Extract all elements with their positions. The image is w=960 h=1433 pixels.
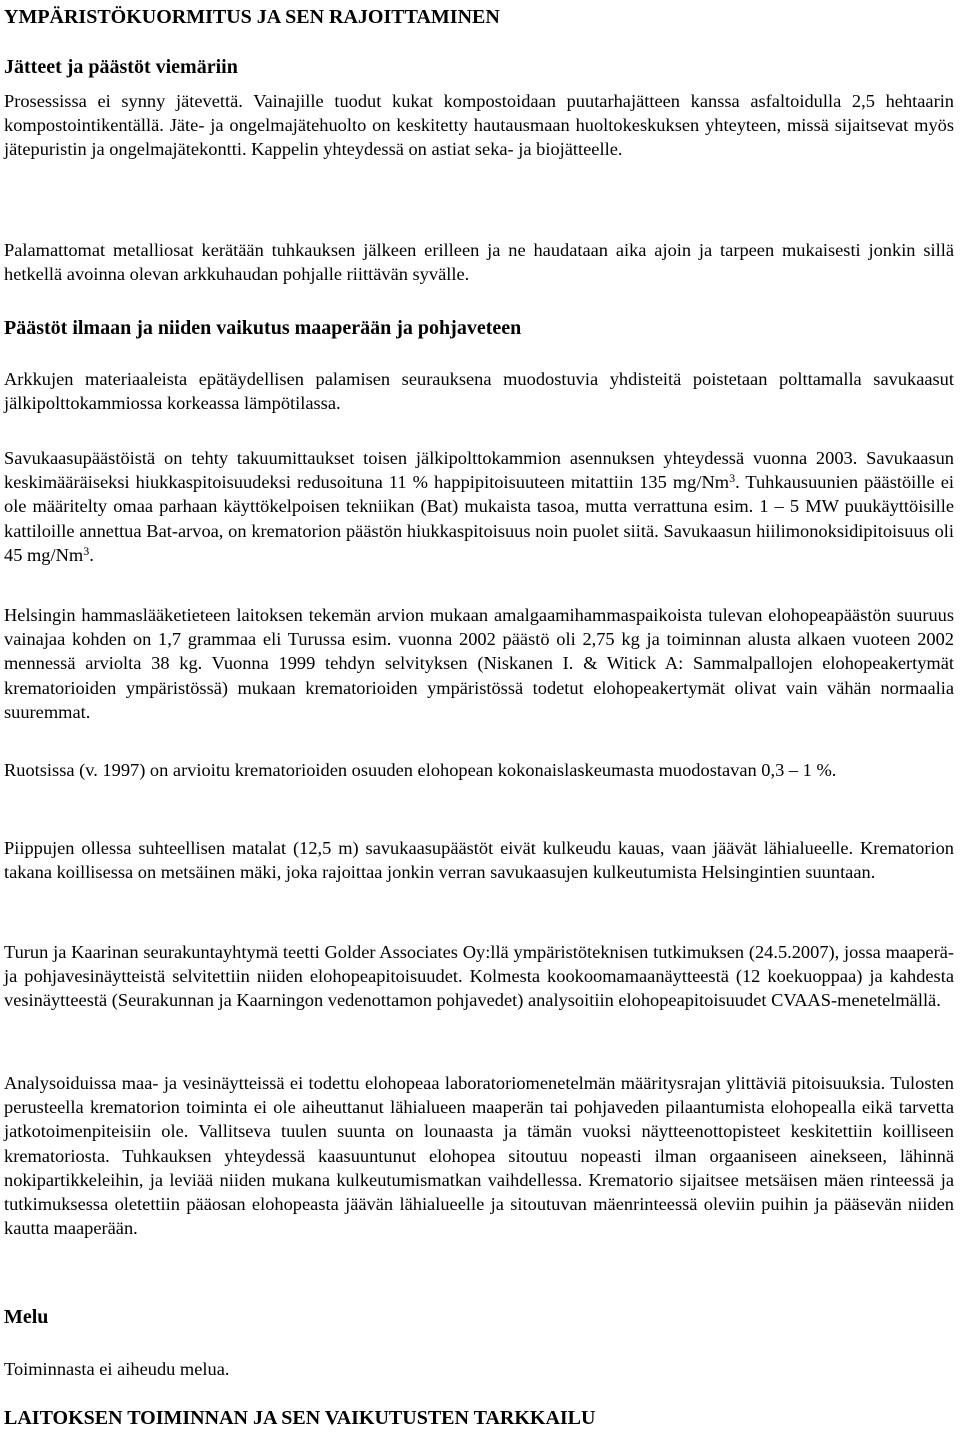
noise-paragraph: Toiminnasta ei aiheudu melua. xyxy=(4,1359,230,1379)
emissions-paragraph-5-block xyxy=(4,836,954,884)
monitoring-heading-block xyxy=(4,1405,954,1431)
waste-paragraph-2: Palamattomat metalliosat kerätään tuhkauksen jälkeen erilleen ja ne haudataan aika ajoin ja tarpeen mukaisesti jonkin sillä hetkellä avoinna olevan arkkuhaudan pohjalle riittävän syvälle. xyxy=(4,240,954,285)
emissions-paragraph-2 xyxy=(4,446,954,567)
section-heading-waste: Jätteet ja päästöt viemäriin xyxy=(4,56,238,78)
emissions-paragraph-7: Analysoiduissa maa- ja vesinäytteissä ei todettu elohopeaa laboratoriomenetelmän määritysrajan ylittäviä pitoisuuksia. Tulosten perusteella krematorion toiminta ei ole aiheuttanut lähialueen maaperän tai pohjaveden pilaantumista elohopealla eikä tarvetta jatkotoimenpiteisiin ole. Vallitseva tuulen suunta on lounaasta ja tämän vuoksi näytteenottopisteet keskitettiin koilliseen krematoriosta. Tuhkauksen yhteydessä kaasuuntunut elohopea sitoutuu nopeasti ilman orgaaniseen ainekseen, lähinnä nokipartikkeleihin, ja leviää niiden mukana kulkeutumismatkan vaihdellessa. Krematorio sijaitsee metsäisen mäen rinteessä ja tutkimuksessa oletettiin pääosan elohopeasta jäävän lähialueelle ja sitoutuvan mäenrinteessä oleviin puihin ja pääsevän niiden kautta maaperään. xyxy=(4,1073,954,1239)
noise-paragraph-block xyxy=(4,1357,954,1381)
emissions-paragraph-3-block xyxy=(4,603,954,724)
emissions-paragraph-6-block xyxy=(4,940,954,1013)
document-title-block xyxy=(4,2,954,30)
noise-heading-block xyxy=(4,1304,954,1330)
waste-paragraph-1-block xyxy=(4,89,954,162)
document-title: YMPÄRISTÖKUORMITUS JA SEN RAJOITTAMINEN xyxy=(4,6,500,28)
emissions-paragraph-7-block xyxy=(4,1071,954,1240)
emissions-paragraph-1-block xyxy=(4,367,954,415)
waste-paragraph-2-block xyxy=(4,238,954,286)
waste-heading-block xyxy=(4,54,954,80)
emissions-paragraph-6: Turun ja Kaarinan seurakuntayhtymä teetti Golder Associates Oy:llä ympäristöteknisen tutkimuksen (24.5.2007), jossa maaperä- ja pohjavesinäytteistä selvitettiin niiden elohopeapitoisuudet. Kolmesta kookoomamaanäytteestä (12 koekuoppaa) ja kahdesta vesinäytteestä (Seurakunnan ja Kaarningon vedenottamon pohjavedet) analysoitiin elohopeapitoisuudet CVAAS-menetelmällä. xyxy=(4,942,954,1011)
emissions-heading-block xyxy=(4,315,954,341)
emissions-paragraph-2-block xyxy=(4,446,954,567)
emissions-paragraph-2-part-3: . xyxy=(89,544,94,565)
emissions-paragraph-5: Piippujen ollessa suhteellisen matalat (12,5 m) savukaasupäästöt eivät kulkeudu kauas, vaan jäävät lähialueelle. Krematorion takana koillisessa on metsäinen mäki, joka rajoittaa jonkin verran savukaasujen kulkeutumista Helsingintien suuntaan. xyxy=(4,838,954,883)
section-heading-noise: Melu xyxy=(4,1306,49,1328)
superscript-3: 3 xyxy=(83,543,90,558)
waste-paragraph-1: Prosessissa ei synny jätevettä. Vainajille tuodut kukat kompostoidaan puutarhajätteen kanssa asfaltoidulla 2,5 hehtaarin kompostointikentällä. Jäte- ja ongelmajätehuolto on keskitetty hautausmaan huoltokeskuksen yhteyteen, missä sijaitsevat myös jätepuristin ja ongelmajätekontti. Kappelin yhteydessä on astiat seka- ja biojätteelle. xyxy=(4,91,954,160)
emissions-paragraph-4-block xyxy=(4,758,954,782)
section-heading-monitoring: LAITOKSEN TOIMINNAN JA SEN VAIKUTUSTEN TARKKAILU xyxy=(4,1407,596,1429)
emissions-paragraph-3: Helsingin hammaslääketieteen laitoksen tekemän arvion mukaan amalgaamihammaspaikoista tulevan elohopeapäästön suuruus vainajaa kohden on 1,7 grammaa eli Turussa esim. vuonna 2002 päästö oli 2,75 kg ja toiminnan alusta alkaen vuoteen 2002 mennessä arviolta 38 kg. Vuonna 1999 tehdyn selvityksen (Niskanen I. & Witick A: Sammalpallojen elohopeakertymät krematorioiden ympäristössä) mukaan krematorioiden ympäristössä todetut elohopeakertymät olivat vain vähän normaalia suuremmat. xyxy=(4,605,954,722)
emissions-paragraph-2-part-1: Savukaasupäästöistä on tehty takuumittaukset toisen jälkipolttokammion asennuksen yhteydessä vuonna 2003. Savukaasun keskimääräiseksi hiukkaspitoisuudeksi redusoituna 11 % happipitoisuuteen mitattiin 135 mg/Nm xyxy=(4,448,954,493)
section-heading-emissions: Päästöt ilmaan ja niiden vaikutus maaperään ja pohjaveteen xyxy=(4,317,522,339)
emissions-paragraph-2-part-2: . Tuhkausuunien päästöille ei ole määritelty omaa parhaan käyttökelpoisen tekniikan (Bat) mukaista tasoa, mutta verrattuna esim. 1 – 5 MW puukäyttöisille kattiloille annettua Bat-arvoa, on krematorion päästön hiukkaspitoisuus noin puolet siitä. Savukaasun hiilimonoksidipitoisuus oli 45 mg/Nm xyxy=(4,472,954,565)
superscript-3: 3 xyxy=(729,471,736,486)
emissions-paragraph-4: Ruotsissa (v. 1997) on arvioitu krematorioiden osuuden elohopean kokonaislaskeumasta muodostavan 0,3 – 1 %. xyxy=(4,760,837,780)
emissions-paragraph-1: Arkkujen materiaaleista epätäydellisen palamisen seurauksena muodostuvia yhdisteitä poistetaan polttamalla savukaasut jälkipolttokammiossa korkeassa lämpötilassa. xyxy=(4,369,954,414)
